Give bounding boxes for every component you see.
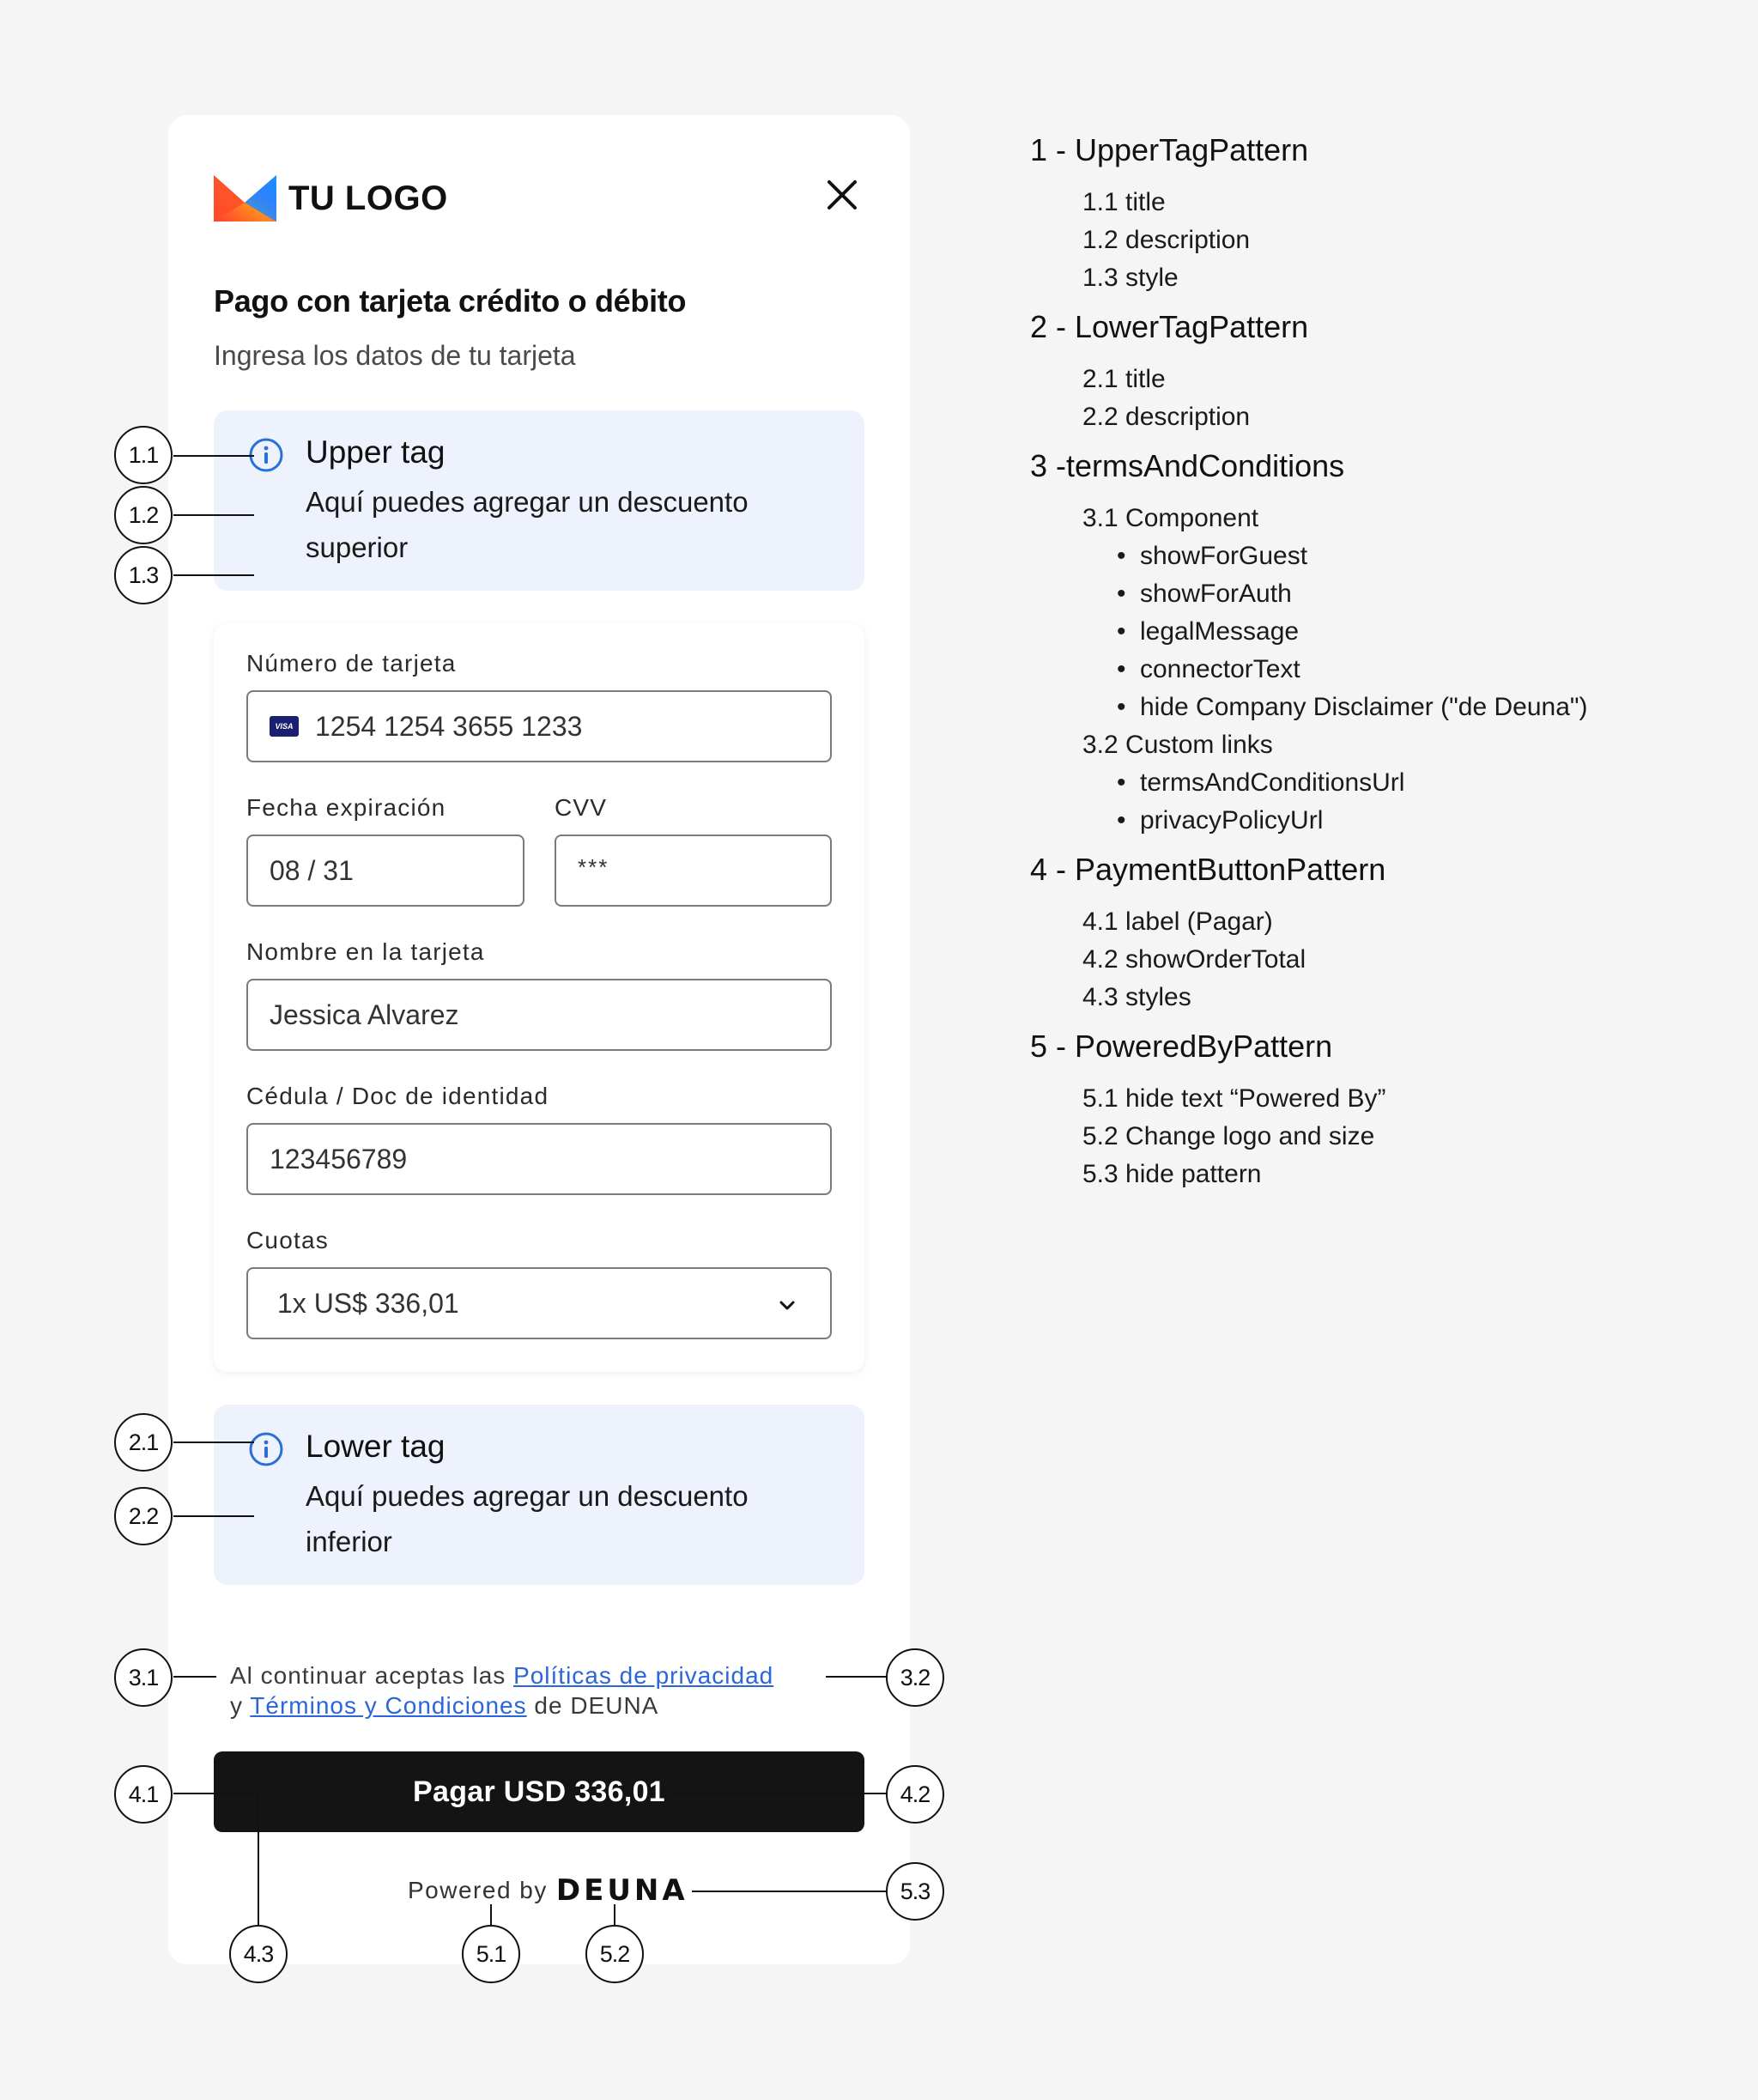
- powered-by-text: Powered by: [408, 1877, 548, 1903]
- callout-4-3: 4.3: [229, 1925, 288, 1983]
- spec-section-lower-tag: [1030, 309, 1734, 436]
- close-button[interactable]: [822, 175, 862, 215]
- spec-list: [1030, 132, 1734, 1205]
- cvv-input[interactable]: [555, 835, 832, 907]
- pay-button[interactable]: Pagar USD 336,01: [214, 1751, 864, 1832]
- deuna-logo: DEUNA: [555, 1873, 688, 1908]
- spec-item: 5.1 hide text “Powered By”: [1082, 1084, 1386, 1113]
- cvv-value: ***: [578, 853, 609, 880]
- spec-item: 3.2 Custom links: [1082, 731, 1273, 759]
- callout-4-2: 4.2: [886, 1765, 944, 1824]
- powered-by: [408, 1873, 688, 1908]
- callout-3-1: 3.1: [114, 1648, 173, 1707]
- id-doc-value: 123456789: [270, 1143, 408, 1174]
- info-icon: [248, 1431, 284, 1467]
- spec-item: 4.2 showOrderTotal: [1082, 945, 1306, 974]
- spec-bullet: • privacyPolicyUrl: [1030, 802, 1734, 840]
- lower-tag: [214, 1405, 864, 1585]
- card-form: [214, 623, 864, 1372]
- callout-2-1: 2.1: [114, 1413, 173, 1472]
- spec-item: 4.1 label (Pagar): [1082, 907, 1273, 936]
- cardholder-name-input[interactable]: [246, 979, 832, 1051]
- spec-section-title: 2 - LowerTagPattern: [1030, 309, 1309, 344]
- spec-bullet: • connectorText: [1030, 651, 1734, 689]
- spec-item: 5.2 Change logo and size: [1082, 1122, 1375, 1150]
- upper-tag: [214, 410, 864, 591]
- cardholder-name-label: Nombre en la tarjeta: [246, 938, 485, 965]
- callout-1-3: 1.3: [114, 546, 173, 604]
- callout-1-2: 1.2: [114, 486, 173, 544]
- callout-4-1: 4.1: [114, 1765, 173, 1824]
- id-doc-label: Cédula / Doc de identidad: [246, 1083, 549, 1109]
- page-subtitle: Ingresa los datos de tu tarjeta: [214, 340, 576, 371]
- visa-card-icon: VISA: [270, 716, 299, 737]
- installments-value: 1x US$ 336,01: [277, 1287, 459, 1319]
- privacy-policy-link[interactable]: Políticas de privacidad: [513, 1662, 774, 1689]
- spec-section-upper-tag: [1030, 132, 1734, 297]
- callout-5-1: 5.1: [462, 1925, 520, 1983]
- spec-bullet: • hide Company Disclaimer ("de Deuna"): [1030, 689, 1734, 726]
- card-number-value: 1254 1254 3655 1233: [315, 710, 583, 742]
- spec-item: 1.2 description: [1082, 226, 1251, 254]
- terms-and-conditions: [230, 1660, 865, 1721]
- installments-label: Cuotas: [246, 1227, 329, 1253]
- terms-connector: y: [230, 1692, 243, 1719]
- spec-bullet: • legalMessage: [1030, 613, 1734, 651]
- info-icon: [248, 437, 284, 473]
- cardholder-name-value: Jessica Alvarez: [270, 998, 459, 1030]
- spec-section-powered-by: [1030, 1029, 1734, 1193]
- expiry-input[interactable]: [246, 835, 524, 907]
- brand-logo: [214, 175, 448, 222]
- spec-section-title: 5 - PoweredByPattern: [1030, 1029, 1333, 1064]
- terms-prefix: Al continuar aceptas las: [230, 1662, 506, 1689]
- spec-section-title: 3 -termsAndConditions: [1030, 448, 1345, 483]
- id-doc-input[interactable]: [246, 1123, 832, 1195]
- company-disclaimer: de DEUNA: [534, 1692, 659, 1719]
- logo-icon: [214, 175, 276, 222]
- callout-5-2: 5.2: [585, 1925, 644, 1983]
- logo-text: TU LOGO: [288, 179, 448, 217]
- callout-1-1: 1.1: [114, 426, 173, 484]
- spec-bullet: • termsAndConditionsUrl: [1030, 764, 1734, 802]
- callout-2-2: 2.2: [114, 1487, 173, 1545]
- spec-item: 3.1 Component: [1082, 504, 1259, 532]
- upper-tag-description: Aquí puedes agregar un descuento superior: [306, 486, 749, 563]
- card-number-input[interactable]: [246, 690, 832, 762]
- terms-conditions-link[interactable]: Términos y Condiciones: [250, 1692, 527, 1719]
- card-number-label: Número de tarjeta: [246, 650, 457, 677]
- callout-3-2: 3.2: [886, 1648, 944, 1707]
- close-icon: [822, 175, 862, 215]
- upper-tag-title: Upper tag: [306, 434, 446, 470]
- spec-bullet: • showForAuth: [1030, 575, 1734, 613]
- lower-tag-description: Aquí puedes agregar un descuento inferior: [306, 1480, 749, 1557]
- callout-5-3: 5.3: [886, 1862, 944, 1921]
- spec-section-payment-button: [1030, 852, 1734, 1017]
- spec-item: 2.1 title: [1082, 365, 1166, 393]
- spec-section-terms: [1030, 448, 1734, 840]
- spec-item: 1.1 title: [1082, 188, 1166, 216]
- installments-select[interactable]: [246, 1267, 832, 1339]
- spec-item: 1.3 style: [1082, 264, 1179, 292]
- spec-section-title: 4 - PaymentButtonPattern: [1030, 852, 1386, 887]
- chevron-down-icon: [777, 1295, 797, 1315]
- spec-item: 4.3 styles: [1082, 983, 1191, 1011]
- page-title: Pago con tarjeta crédito o débito: [214, 283, 687, 319]
- cvv-label: CVV: [555, 794, 608, 821]
- spec-item: 2.2 description: [1082, 403, 1251, 431]
- spec-bullet: • showForGuest: [1030, 537, 1734, 575]
- spec-section-title: 1 - UpperTagPattern: [1030, 132, 1309, 167]
- expiry-value: 08 / 31: [270, 854, 354, 886]
- expiry-label: Fecha expiración: [246, 794, 446, 821]
- lower-tag-title: Lower tag: [306, 1429, 446, 1464]
- spec-item: 5.3 hide pattern: [1082, 1160, 1262, 1188]
